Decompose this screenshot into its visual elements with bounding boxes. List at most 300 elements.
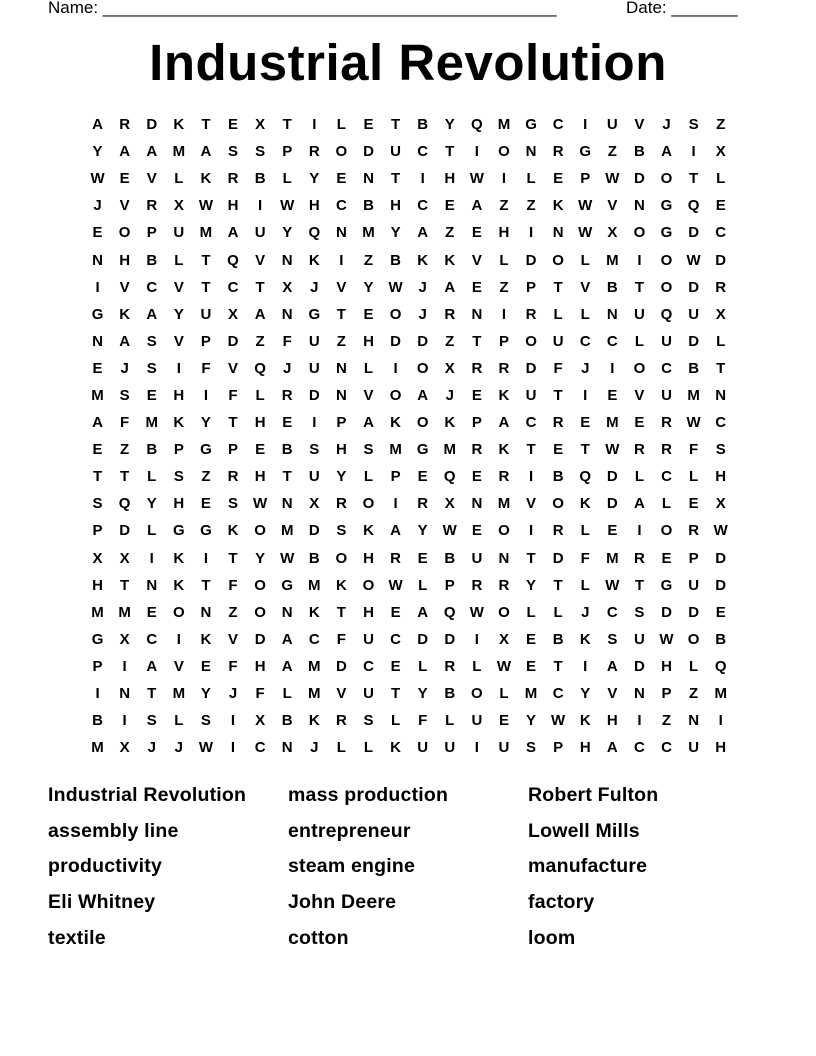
grid-row — [84, 572, 736, 599]
grid-letter: D — [634, 657, 645, 675]
grid-letter: L — [526, 603, 536, 621]
grid-letter: W — [90, 170, 105, 188]
grid-letter: O — [633, 359, 646, 377]
word-bank-item: steam engine — [288, 855, 416, 878]
grid-letter: Z — [201, 468, 211, 486]
grid-letter: W — [551, 712, 566, 730]
grid-letter: U — [661, 386, 672, 404]
word-search-grid — [84, 111, 736, 761]
grid-row — [84, 111, 736, 138]
grid-letter: L — [363, 739, 374, 757]
grid-letter: W — [280, 549, 295, 567]
grid-letter: E — [471, 468, 482, 486]
grid-letter: C — [661, 359, 672, 377]
grid-letter: K — [308, 603, 320, 621]
grid-letter: Q — [227, 251, 239, 269]
grid-letter: I — [258, 197, 263, 215]
grid-letter: L — [553, 305, 563, 323]
grid-letter: V — [228, 630, 239, 648]
grid-letter: D — [688, 603, 700, 621]
grid-letter: O — [416, 414, 429, 432]
grid-letter: D — [363, 143, 374, 161]
grid-letter: E — [580, 414, 591, 432]
word-bank-item: factory — [528, 891, 595, 914]
word-bank-row — [48, 849, 768, 885]
grid-letter: J — [662, 116, 671, 134]
grid-letter: O — [660, 251, 673, 269]
grid-letter: U — [688, 576, 700, 594]
grid-letter: F — [201, 359, 211, 377]
grid-letter: Y — [200, 414, 211, 432]
grid-letter: Z — [445, 224, 455, 242]
grid-letter: B — [146, 251, 158, 269]
grid-letter: X — [119, 549, 130, 567]
grid-letter: V — [228, 359, 239, 377]
grid-letter: H — [119, 251, 131, 269]
grid-letter: I — [501, 305, 507, 323]
grid-letter: J — [120, 359, 129, 377]
grid-letter: L — [580, 251, 590, 269]
grid-letter: A — [471, 197, 483, 215]
grid-letter: X — [498, 630, 509, 648]
grid-letter: M — [91, 603, 104, 621]
grid-letter: U — [173, 224, 185, 242]
grid-letter: N — [525, 143, 537, 161]
grid-letter: L — [174, 251, 184, 269]
grid-letter: K — [173, 576, 185, 594]
grid-letter: D — [688, 224, 700, 242]
grid-letter: U — [688, 739, 700, 757]
grid-letter: C — [146, 278, 158, 296]
grid-letter: W — [198, 197, 213, 215]
grid-letter: J — [418, 278, 427, 296]
grid-letter: V — [634, 386, 645, 404]
grid-letter: L — [689, 657, 699, 675]
grid-letter: R — [444, 657, 456, 675]
word-bank-row — [48, 814, 768, 850]
grid-letter: P — [688, 549, 699, 567]
grid-letter: R — [661, 414, 672, 432]
grid-letter: W — [442, 522, 457, 540]
grid-letter: N — [634, 197, 645, 215]
grid-letter: S — [146, 712, 157, 730]
grid-letter: F — [282, 332, 292, 350]
grid-letter: X — [92, 549, 103, 567]
grid-letter: G — [91, 630, 104, 648]
grid-letter: J — [581, 603, 590, 621]
grid-letter: D — [661, 603, 672, 621]
grid-letter: T — [255, 278, 265, 296]
grid-letter: M — [280, 522, 294, 540]
word-bank-item: cotton — [288, 926, 349, 949]
grid-letter: E — [92, 359, 103, 377]
grid-letter: T — [634, 576, 644, 594]
grid-letter: D — [688, 278, 700, 296]
grid-letter: M — [145, 414, 158, 432]
word-bank-item: manufacture — [528, 855, 648, 878]
grid-letter: S — [228, 495, 239, 513]
grid-letter: L — [147, 522, 157, 540]
grid-letter: C — [634, 739, 645, 757]
grid-letter: H — [335, 441, 347, 459]
grid-letter: S — [119, 386, 130, 404]
grid-letter: D — [308, 522, 320, 540]
grid-letter: N — [200, 603, 212, 621]
grid-letter: A — [119, 143, 131, 161]
grid-letter: O — [687, 630, 700, 648]
grid-letter: U — [308, 332, 320, 350]
grid-letter: A — [254, 305, 266, 323]
grid-letter: H — [498, 224, 510, 242]
grid-letter: O — [498, 603, 510, 621]
grid-letter: D — [552, 549, 564, 567]
grid-letter: I — [203, 549, 208, 567]
grid-letter: D — [715, 549, 727, 567]
grid-letter: Z — [526, 197, 536, 215]
grid-letter: E — [471, 386, 482, 404]
grid-letter: Q — [660, 305, 673, 323]
grid-letter: W — [578, 197, 593, 215]
grid-letter: N — [634, 685, 645, 703]
grid-letter: T — [120, 468, 130, 486]
grid-letter: S — [688, 116, 699, 134]
grid-letter: T — [390, 685, 401, 703]
grid-letter: U — [552, 332, 564, 350]
grid-letter: E — [336, 170, 347, 188]
grid-letter: W — [280, 197, 295, 215]
grid-letter: Z — [499, 197, 509, 215]
grid-letter: E — [363, 116, 374, 134]
grid-letter: I — [122, 712, 127, 730]
grid-letter: P — [228, 441, 239, 459]
grid-letter: K — [552, 197, 564, 215]
grid-letter: Q — [714, 657, 727, 675]
grid-letter: L — [580, 305, 590, 323]
grid-letter: I — [637, 522, 642, 540]
grid-letter: U — [363, 630, 374, 648]
grid-letter: T — [336, 603, 346, 621]
grid-letter: V — [119, 197, 130, 215]
grid-letter: K — [390, 739, 401, 757]
grid-letter: V — [363, 386, 374, 404]
grid-letter: D — [308, 386, 320, 404]
grid-letter: S — [526, 739, 537, 757]
grid-letter: E — [526, 630, 537, 648]
grid-letter: P — [390, 468, 401, 486]
grid-letter: C — [606, 332, 618, 350]
grid-letter: B — [715, 630, 727, 648]
grid-letter: E — [119, 170, 130, 188]
grid-letter: K — [308, 712, 320, 730]
grid-letter: T — [580, 441, 590, 459]
grid-letter: X — [119, 630, 130, 648]
grid-letter: D — [146, 116, 158, 134]
grid-letter: E — [200, 495, 211, 513]
grid-letter: T — [553, 657, 563, 675]
grid-letter: O — [660, 522, 673, 540]
grid-letter: C — [606, 603, 618, 621]
grid-letter: C — [363, 657, 374, 675]
grid-letter: P — [580, 170, 591, 188]
grid-letter: L — [472, 657, 482, 675]
grid-letter: L — [689, 468, 699, 486]
grid-letter: M — [308, 657, 321, 675]
grid-letter: P — [92, 522, 103, 540]
grid-letter: W — [605, 576, 620, 594]
grid-letter: U — [390, 143, 401, 161]
grid-letter: N — [335, 224, 347, 242]
grid-letter: N — [146, 576, 158, 594]
grid-letter: E — [471, 522, 482, 540]
grid-letter: T — [716, 359, 726, 377]
grid-letter: J — [445, 386, 454, 404]
grid-letter: U — [417, 739, 429, 757]
grid-letter: D — [254, 630, 266, 648]
word-bank-item: textile — [48, 926, 106, 949]
grid-letter: E — [390, 657, 401, 675]
grid-letter: I — [583, 116, 588, 134]
grid-letter: H — [606, 712, 618, 730]
grid-letter: Z — [661, 712, 672, 730]
grid-letter: Y — [417, 522, 428, 540]
header — [0, 0, 816, 22]
grid-letter: I — [474, 630, 479, 648]
grid-letter: A — [390, 522, 401, 540]
grid-letter: B — [254, 170, 266, 188]
grid-row — [84, 599, 736, 626]
grid-letter: U — [525, 386, 537, 404]
grid-letter: S — [255, 143, 266, 161]
grid-letter: H — [308, 197, 320, 215]
grid-letter: M — [308, 576, 321, 594]
grid-letter: M — [389, 441, 402, 459]
grid-letter: E — [715, 603, 726, 621]
grid-letter: L — [580, 576, 590, 594]
grid-letter: I — [393, 495, 398, 513]
grid-letter: Q — [118, 495, 131, 513]
grid-letter: S — [363, 441, 374, 459]
grid-letter: G — [91, 305, 104, 323]
grid-letter: A — [606, 657, 618, 675]
grid-letter: Y — [92, 143, 103, 161]
word-bank-item: mass production — [288, 784, 449, 807]
grid-letter: H — [254, 657, 266, 675]
grid-letter: S — [336, 522, 347, 540]
grid-letter: K — [335, 576, 347, 594]
grid-letter: E — [390, 603, 401, 621]
grid-letter: Y — [526, 712, 537, 730]
grid-letter: A — [146, 657, 158, 675]
grid-letter: Y — [526, 576, 537, 594]
grid-letter: I — [528, 224, 534, 242]
grid-letter: D — [634, 170, 645, 188]
grid-letter: H — [227, 197, 239, 215]
grid-letter: D — [390, 332, 401, 350]
grid-letter: O — [118, 224, 131, 242]
grid-letter: U — [471, 712, 483, 730]
grid-letter: O — [471, 685, 483, 703]
grid-letter: W — [605, 441, 620, 459]
grid-row — [84, 707, 736, 734]
grid-letter: S — [634, 603, 645, 621]
grid-letter: A — [444, 278, 456, 296]
grid-letter: T — [526, 549, 536, 567]
grid-letter: W — [198, 739, 213, 757]
grid-letter: M — [606, 251, 619, 269]
grid-letter: H — [363, 603, 374, 621]
grid-letter: N — [92, 251, 103, 269]
grid-letter: S — [363, 712, 374, 730]
grid-letter: S — [200, 712, 211, 730]
grid-letter: I — [149, 549, 154, 567]
grid-letter: D — [444, 630, 456, 648]
grid-letter: Y — [444, 116, 455, 134]
grid-letter: F — [228, 657, 238, 675]
grid-letter: M — [362, 224, 375, 242]
grid-letter: J — [147, 739, 156, 757]
grid-letter: R — [661, 441, 672, 459]
grid-letter: S — [715, 441, 726, 459]
grid-letter: T — [201, 251, 211, 269]
grid-letter: G — [660, 197, 673, 215]
grid-letter: B — [634, 143, 645, 161]
grid-letter: K — [498, 441, 510, 459]
grid-letter: R — [471, 359, 483, 377]
grid-letter: Z — [120, 441, 130, 459]
grid-letter: R — [498, 576, 510, 594]
grid-letter: O — [172, 603, 185, 621]
grid-letter: C — [254, 739, 266, 757]
grid-letter: L — [526, 170, 536, 188]
grid-letter: G — [200, 441, 212, 459]
grid-letter: J — [581, 359, 590, 377]
grid-letter: H — [661, 657, 672, 675]
word-bank-row — [48, 920, 768, 956]
grid-letter: I — [637, 251, 642, 269]
grid-letter: U — [471, 549, 483, 567]
grid-letter: O — [389, 386, 402, 404]
grid-letter: X — [444, 359, 455, 377]
grid-letter: L — [634, 332, 644, 350]
word-bank-item: entrepreneur — [288, 819, 411, 842]
grid-letter: O — [660, 278, 673, 296]
grid-letter: G — [416, 441, 429, 459]
grid-letter: E — [200, 657, 211, 675]
grid-letter: C — [146, 630, 158, 648]
grid-letter: L — [363, 359, 374, 377]
grid-letter: A — [363, 414, 374, 432]
grid-letter: K — [579, 630, 591, 648]
grid-letter: S — [173, 468, 184, 486]
grid-letter: D — [606, 495, 618, 513]
grid-letter: T — [201, 278, 211, 296]
grid-letter: M — [199, 224, 213, 242]
grid-letter: O — [254, 576, 266, 594]
grid-letter: X — [255, 116, 266, 134]
grid-row — [84, 490, 736, 517]
grid-letter: R — [308, 143, 320, 161]
grid-letter: A — [92, 414, 103, 432]
grid-letter: U — [661, 332, 672, 350]
grid-letter: H — [715, 739, 727, 757]
word-bank-item: assembly line — [48, 819, 179, 842]
grid-letter: Y — [255, 549, 266, 567]
grid-letter: M — [91, 386, 104, 404]
grid-letter: T — [120, 576, 130, 594]
grid-letter: O — [389, 305, 402, 323]
grid-letter: T — [147, 685, 157, 703]
grid-letter: I — [691, 143, 696, 161]
name-field-label: Name: ________________________________________________ — [48, 0, 557, 17]
grid-letter: T — [228, 549, 238, 567]
grid-row — [84, 355, 736, 382]
grid-letter: W — [496, 657, 512, 675]
grid-letter: I — [230, 712, 236, 730]
grid-letter: E — [92, 224, 103, 242]
grid-letter: N — [688, 712, 700, 730]
grid-letter: F — [228, 386, 238, 404]
grid-letter: V — [336, 685, 347, 703]
grid-letter: B — [281, 441, 293, 459]
grid-letter: R — [634, 549, 645, 567]
grid-letter: I — [312, 414, 317, 432]
grid-letter: K — [417, 251, 429, 269]
grid-letter: Y — [580, 685, 591, 703]
grid-letter: P — [661, 685, 672, 703]
grid-letter: E — [471, 278, 482, 296]
grid-letter: A — [146, 305, 158, 323]
grid-letter: C — [579, 332, 591, 350]
grid-letter: T — [201, 576, 211, 594]
grid-letter: A — [119, 332, 131, 350]
grid-letter: J — [310, 278, 319, 296]
grid-letter: T — [201, 116, 211, 134]
grid-letter: Z — [445, 332, 455, 350]
grid-letter: D — [227, 332, 239, 350]
grid-letter: P — [471, 414, 482, 432]
grid-letter: A — [200, 143, 212, 161]
grid-letter: H — [390, 197, 401, 215]
grid-letter: T — [228, 414, 238, 432]
grid-letter: C — [552, 116, 564, 134]
grid-letter: X — [173, 197, 184, 215]
grid-letter: N — [335, 386, 347, 404]
grid-letter: S — [607, 630, 618, 648]
grid-letter: U — [634, 305, 645, 323]
grid-letter: L — [336, 116, 346, 134]
grid-letter: K — [444, 251, 456, 269]
grid-letter: Z — [336, 332, 346, 350]
grid-letter: U — [200, 305, 212, 323]
grid-letter: K — [227, 522, 239, 540]
grid-letter: R — [335, 712, 347, 730]
grid-row — [84, 680, 736, 707]
grid-letter: E — [92, 441, 103, 459]
grid-letter: L — [336, 739, 346, 757]
grid-letter: B — [146, 441, 158, 459]
grid-letter: L — [282, 685, 292, 703]
grid-letter: H — [92, 576, 103, 594]
grid-letter: J — [228, 685, 238, 703]
grid-letter: Q — [443, 468, 456, 486]
grid-letter: F — [228, 576, 238, 594]
grid-letter: J — [418, 305, 427, 323]
grid-letter: F — [255, 685, 265, 703]
grid-letter: V — [471, 251, 482, 269]
grid-letter: T — [689, 170, 699, 188]
grid-letter: X — [715, 143, 726, 161]
grid-letter: V — [146, 170, 157, 188]
